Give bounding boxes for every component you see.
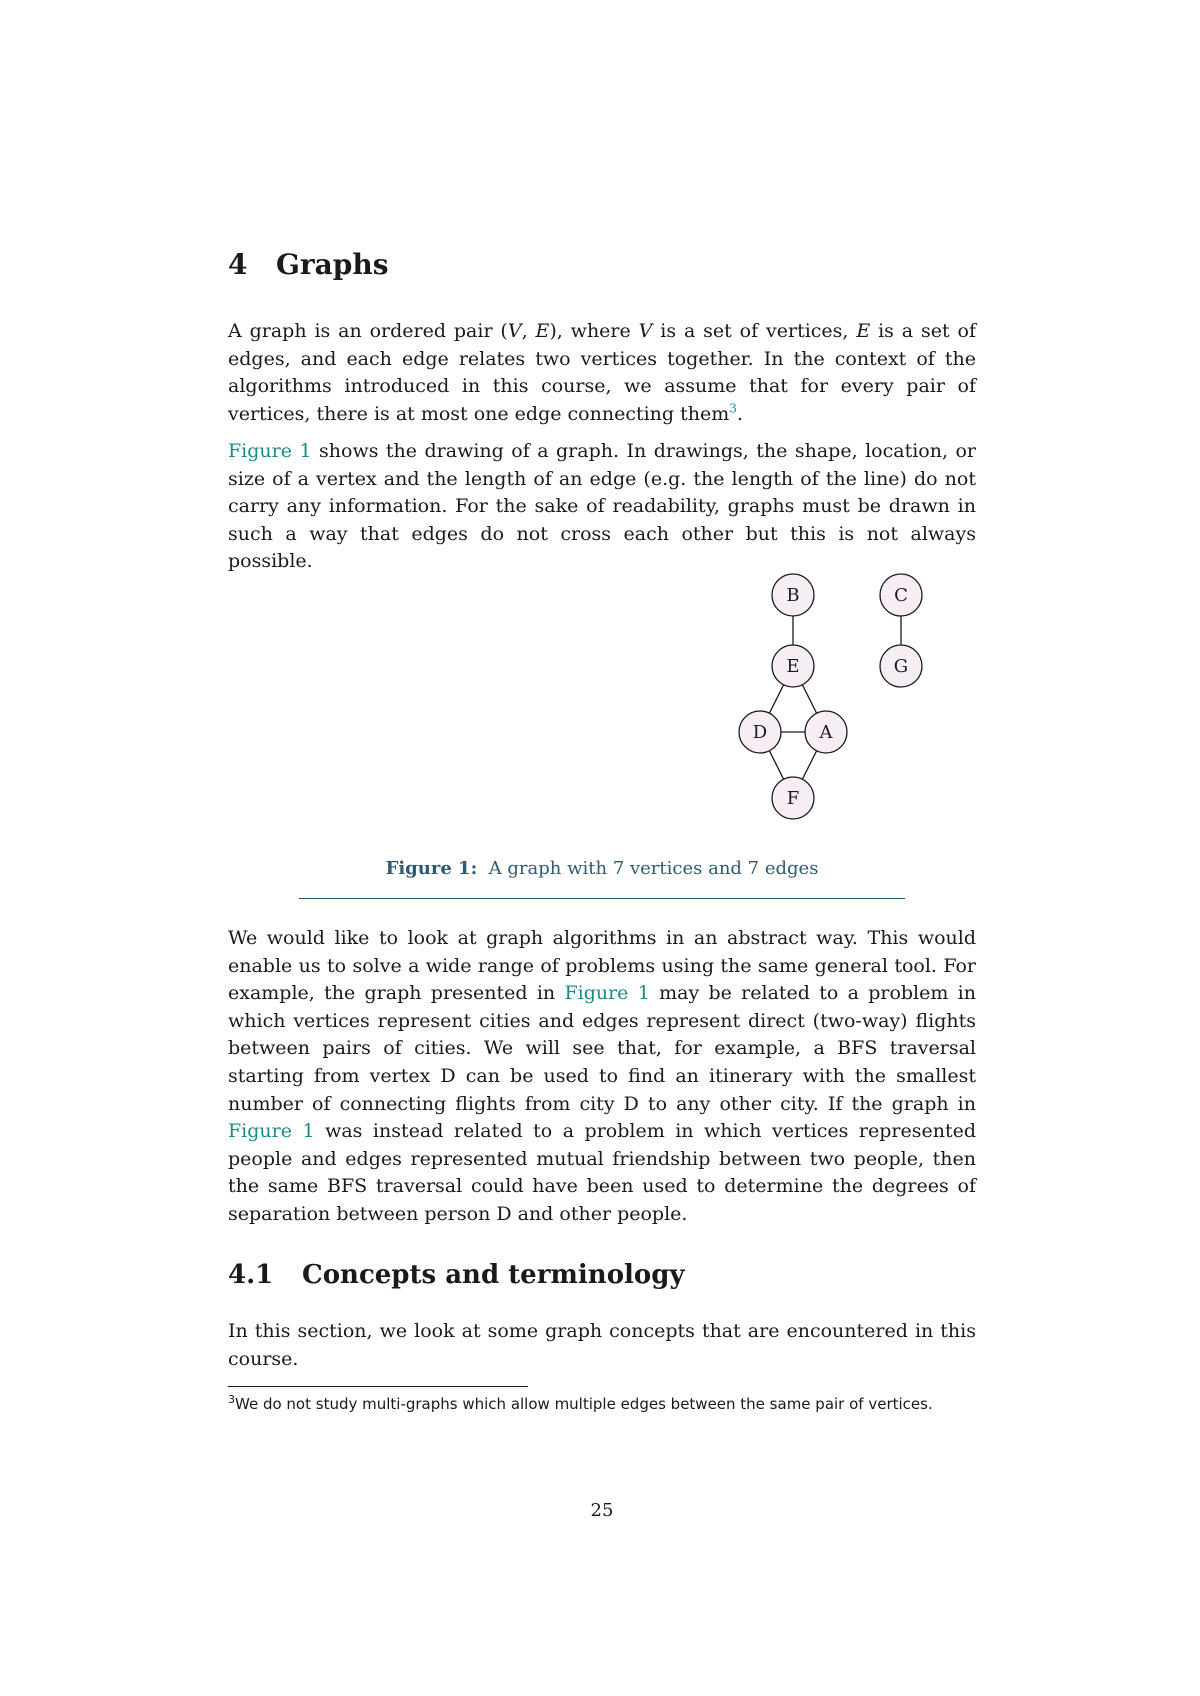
section-title: Graphs [276,248,389,281]
section-heading [228,248,389,281]
paragraph-abstract-algorithms [228,925,976,1229]
footnote-divider [228,1386,528,1387]
vertex-F [772,777,814,819]
text-run: shows the drawing of a graph. In drawings, the shape, location, or size of a vertex and the length of an edge (e.g. the length of the line) do not carry any information. For the sake of readability, graphs must be drawn in such a way that edges do not cross each other but this is not always possible. [228,440,976,573]
footnote-text: We do not study multi-graphs which allow multiple edges between the same pair of vertices. [235,1395,933,1413]
figure-caption-text: A graph with 7 vertices and 7 edges [488,858,819,879]
text-run: is a set of vertices, [652,320,857,342]
vertex-label: F [786,788,800,809]
section-number: 4 [228,248,248,281]
vertex-B [772,574,814,616]
vertex-label: E [786,656,800,677]
footnote [228,1392,976,1416]
math-e: E [856,320,871,342]
figure-divider [299,898,905,899]
paragraph-concepts-intro: In this section, we look at some graph concepts that are encountered in this course. [228,1320,976,1370]
text-run: ), where [549,320,639,342]
graph-nodes [739,574,922,819]
figure-link[interactable]: Figure 1 [228,1120,315,1143]
vertex-E [772,645,814,687]
paragraph-drawing [228,438,976,576]
figure-caption [228,858,976,879]
math-v: V [638,320,653,342]
math-e: E [535,320,550,342]
text-run: A graph is an ordered pair ( [228,320,508,342]
vertex-A [805,711,847,753]
figure-caption-label: Figure 1: [385,858,478,879]
paragraph-graph-definition [228,318,976,428]
vertex-label: D [752,722,768,743]
text-run: We would like to look at graph algorithms in an abstract way. This would enable us to solve a wide range of problems using the same general tool. For example, the graph presented in [228,927,976,1005]
figure-link[interactable]: Figure 1 [228,440,312,462]
vertex-D [739,711,781,753]
footnote-marker-link[interactable]: 3 [729,401,737,416]
text-run: . [736,402,743,425]
figure-link[interactable]: Figure 1 [564,982,650,1005]
text-run: may be related to a problem in which vertices represent cities and edges represent direct (two-way) flights between pairs of cities. We will see that, for example, a BFS traversal starting from vertex D can be used to find an itinerary with the smallest number of connecting flights from city D to any other city. If the graph in [228,982,976,1115]
vertex-label: B [786,585,800,606]
vertex-label: C [894,585,908,606]
vertex-label: G [893,656,909,677]
text-run: , [521,320,536,342]
vertex-G [880,645,922,687]
footnote-number: 3 [228,1393,235,1406]
math-v: V [507,320,522,342]
text-run: is a set of edges, and each edge relates two vertices together. In the context of the algorithms introduced in this course, we assume that for every pair of vertices, there is at most one edge connecting them [228,320,976,425]
vertex-C [880,574,922,616]
graph-edges [760,595,901,798]
vertex-label: A [819,722,833,743]
text-run: was instead related to a problem in which vertices represented people and edges represented mutual friendship between two people, then the same BFS traversal could have been used to determine the degrees of separation between person D and other people. [228,1120,976,1225]
page-number: 25 [590,1500,614,1521]
graph-figure [718,565,958,825]
subsection-title: Concepts and terminology [302,1260,685,1290]
subsection-number: 4.1 [228,1260,274,1290]
subsection-heading [228,1260,685,1290]
